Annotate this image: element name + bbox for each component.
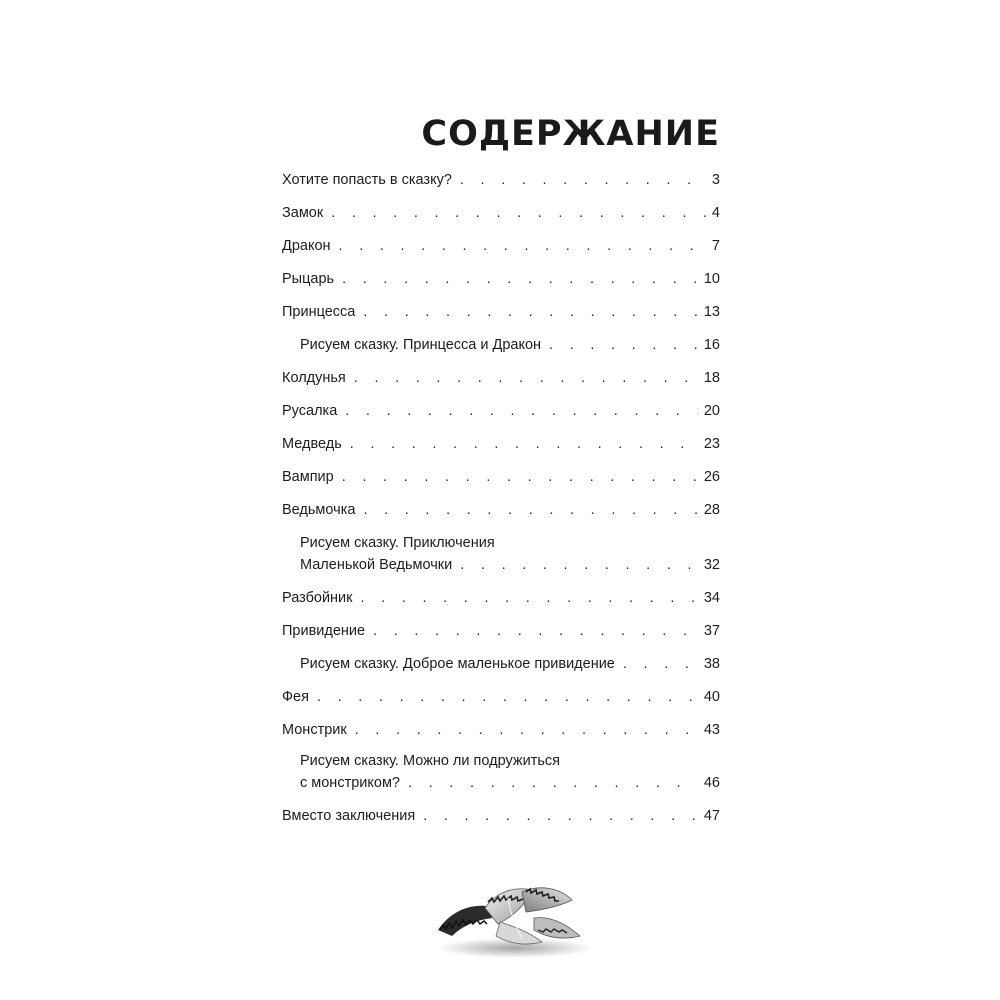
toc-entry bbox=[282, 434, 720, 454]
toc-entry-page: 16 bbox=[703, 337, 720, 353]
toc-entry-page: 7 bbox=[711, 238, 720, 254]
leader-dots bbox=[339, 236, 706, 256]
page-title: СОДЕРЖАНИЕ bbox=[421, 114, 720, 154]
toc-entry-page: 32 bbox=[703, 557, 720, 573]
toc-entry-title: Медведь bbox=[282, 436, 342, 452]
leader-dots bbox=[460, 555, 698, 575]
pencil-shavings-icon bbox=[430, 872, 590, 962]
toc-entry-page: 47 bbox=[703, 808, 720, 824]
toc-entry-page: 46 bbox=[703, 775, 720, 791]
toc-entry-page: 34 bbox=[703, 590, 720, 606]
leader-dots bbox=[342, 269, 698, 289]
toc-entry-page: 4 bbox=[711, 205, 720, 221]
toc-entry-title: Вместо заключения bbox=[282, 808, 416, 824]
leader-dots bbox=[345, 401, 698, 421]
leader-dots bbox=[355, 720, 698, 740]
toc-entry-page: 26 bbox=[703, 469, 720, 485]
toc-subentry bbox=[300, 335, 720, 355]
toc-entry-title: Ведьмочка bbox=[282, 502, 356, 518]
toc-entry-title: Маленькой Ведьмочки bbox=[300, 557, 453, 573]
toc-entry-page: 40 bbox=[703, 689, 720, 705]
toc-subentry bbox=[300, 533, 720, 575]
toc-entry-page: 10 bbox=[703, 271, 720, 287]
toc-entry-title: Рисуем сказку. Принцесса и Дракон bbox=[300, 337, 542, 353]
toc-entry-page: 13 bbox=[703, 304, 720, 320]
toc-entry-page: 43 bbox=[703, 722, 720, 738]
toc-entry-title-line1: Рисуем сказку. Приключения bbox=[300, 535, 495, 551]
toc-entry-page: 20 bbox=[703, 403, 720, 419]
toc-entry-title: Принцесса bbox=[282, 304, 356, 320]
toc-entry bbox=[282, 368, 720, 388]
toc-entry-title: с монстриком? bbox=[300, 775, 400, 791]
leader-dots bbox=[373, 621, 698, 641]
toc-entry-page: 18 bbox=[703, 370, 720, 386]
leader-dots bbox=[363, 500, 697, 520]
toc-entry bbox=[282, 806, 720, 826]
toc-entry-title-line1: Рисуем сказку. Можно ли подружиться bbox=[300, 753, 560, 769]
toc-entry-page: 23 bbox=[703, 436, 720, 452]
leader-dots bbox=[423, 806, 698, 826]
leader-dots bbox=[331, 203, 706, 223]
leader-dots bbox=[623, 654, 698, 674]
leader-dots bbox=[363, 302, 697, 322]
toc-entry-page: 28 bbox=[703, 502, 720, 518]
toc-subentry bbox=[300, 751, 720, 793]
toc-entry bbox=[282, 621, 720, 641]
toc-entry-title: Монстрик bbox=[282, 722, 347, 738]
leader-dots bbox=[350, 434, 698, 454]
toc-entry-title: Привидение bbox=[282, 623, 366, 639]
toc-entry bbox=[282, 467, 720, 487]
toc-entry-page: 37 bbox=[703, 623, 720, 639]
toc-entry-title: Дракон bbox=[282, 238, 331, 254]
toc-subentry bbox=[300, 654, 720, 674]
toc-entry bbox=[282, 687, 720, 707]
toc-entry-title: Вампир bbox=[282, 469, 334, 485]
leader-dots bbox=[354, 368, 698, 388]
leader-dots bbox=[361, 588, 698, 608]
toc-entry bbox=[282, 588, 720, 608]
toc-entry-title: Рыцарь bbox=[282, 271, 335, 287]
toc-entry bbox=[282, 170, 720, 190]
leader-dots bbox=[549, 335, 698, 355]
leader-dots bbox=[342, 467, 698, 487]
toc-entry-page: 3 bbox=[711, 172, 720, 188]
toc-entry-title: Разбойник bbox=[282, 590, 353, 606]
toc-entry bbox=[282, 500, 720, 520]
toc-entry bbox=[282, 236, 720, 256]
toc-entry-title: Русалка bbox=[282, 403, 338, 419]
leader-dots bbox=[317, 687, 698, 707]
toc-entry bbox=[282, 203, 720, 223]
toc-entry-title: Хотите попасть в сказку? bbox=[282, 172, 452, 188]
toc-entry bbox=[282, 720, 720, 740]
toc-entry-title: Фея bbox=[282, 689, 309, 705]
toc-entry-title: Рисуем сказку. Доброе маленькое привидение bbox=[300, 656, 615, 672]
leader-dots bbox=[408, 773, 698, 793]
toc-entry-page: 38 bbox=[703, 656, 720, 672]
toc-entry-title: Замок bbox=[282, 205, 324, 221]
toc-entry bbox=[282, 401, 720, 421]
toc-entry bbox=[282, 302, 720, 322]
leader-dots bbox=[460, 170, 706, 190]
toc-entry-title: Колдунья bbox=[282, 370, 346, 386]
toc-entry bbox=[282, 269, 720, 289]
